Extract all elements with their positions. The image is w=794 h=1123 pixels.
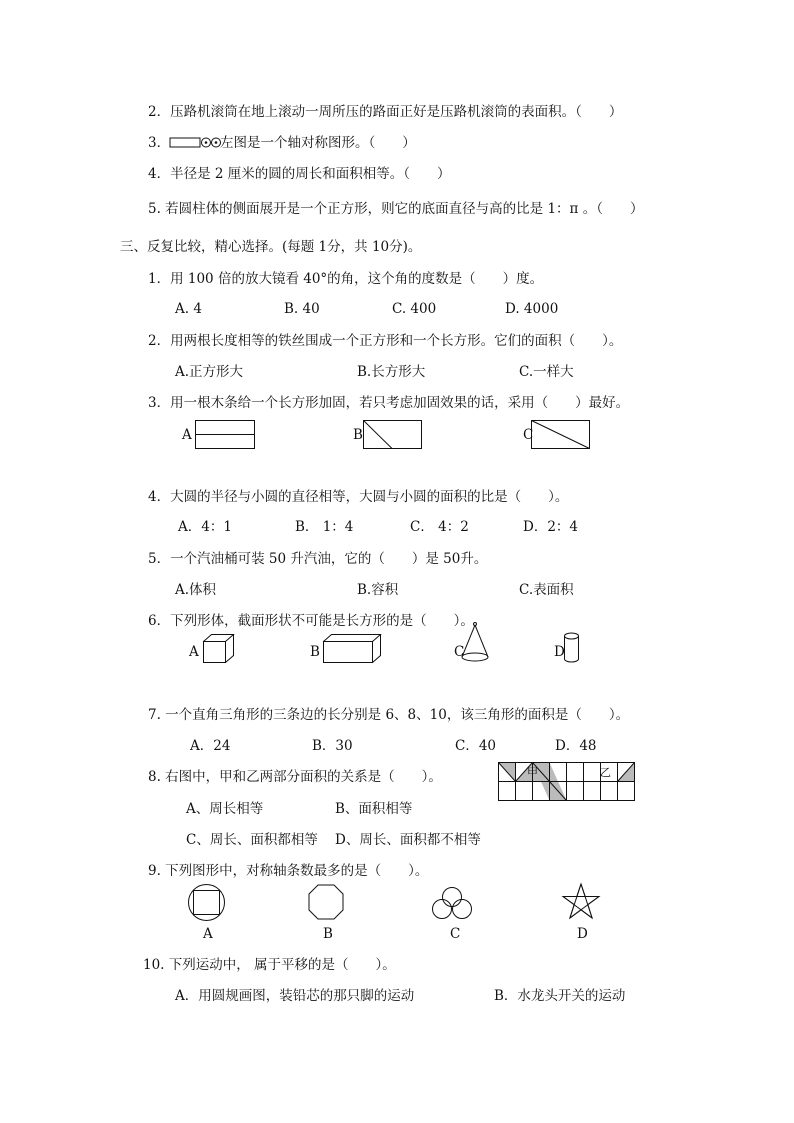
judge-q5: 5. 若圆柱体的侧面展开是一个正方形，则它的底面直径与高的比是 1：π 。（ ） [148,201,644,217]
judge-q3-figure [169,136,221,150]
choice-q2-option-c: C.一样大 [519,364,574,380]
choice-q7-option-c: C．40 [455,738,497,754]
choice-q3: 3．用一根木条给一个长方形加固，若只考虑加固效果的话，采用（ ）最好。 [148,395,630,411]
choice-q10-option-b: B．水龙头开关的运动 [494,988,626,1004]
choice-q8: 8. 右图中，甲和乙两部分面积的关系是（ ）。 [148,769,442,785]
cuboid-figure [323,634,383,664]
choice-q7: 7. 一个直角三角形的三条边的长分别是 6、8、10，该三角形的面积是（ ）。 [148,707,630,723]
three-circles-figure [431,887,477,921]
star-figure [562,883,602,923]
choice-q4-option-c: C． 4：2 [410,519,469,535]
choice-q8-option-a: A、周长相等 [186,801,264,817]
choice-q9-label-d: D [577,926,588,942]
section-3-heading: 三、反复比较，精心选择。(每题 1分，共 10分)。 [120,239,422,255]
choice-q4-option-a: A．4：1 [178,519,232,535]
judge-q4: 4．半径是 2 厘米的圆的周长和面积相等。（ ） [148,166,451,182]
choice-q2-option-a: A.正方形大 [175,364,244,380]
choice-q9-label-a: A [203,926,213,942]
choice-q4: 4．大圆的半径与小圆的直径相等，大圆与小圆的面积的比是（ ）。 [148,489,569,505]
choice-q2: 2．用两根长度相等的铁丝围成一个正方形和一个长方形。它们的面积（ ）。 [148,333,623,349]
rectangle-full-diagonal-brace-figure [531,420,593,452]
choice-q8-option-d: D、周长、面积都不相等 [335,832,481,848]
judge-q2: 2．压路机滚筒在地上滚动一周所压的路面正好是压路机滚筒的表面积。（ ） [148,104,623,120]
cylinder-figure [563,632,583,666]
choice-q4-option-d: D．2：4 [523,519,579,535]
choice-q5-option-a: A.体积 [175,582,217,598]
choice-q9-label-b: B [323,926,333,942]
grid-figure [498,762,638,802]
choice-q3-label-b: B [353,427,363,443]
choice-q1-option-d: D. 4000 [505,301,559,317]
choice-q10-option-a: A．用圆规画图，装铅芯的那只脚的运动 [175,988,415,1004]
choice-q3-label-a: A [182,427,192,443]
choice-q6-label-d: D [554,644,565,660]
choice-q7-option-a: A．24 [190,738,231,754]
grid-label-jia: 甲 [527,766,538,779]
choice-q7-option-b: B．30 [312,738,353,754]
judge-q3: 左图是一个轴对称图形。（ ） [220,135,416,151]
choice-q1-option-b: B. 40 [284,301,320,317]
rectangle-short-diagonal-brace-figure [363,420,425,452]
cube-figure [203,634,237,664]
choice-q6-label-a: A [189,644,199,660]
choice-q8-option-c: C、周长、面积都相等 [186,832,318,848]
choice-q5-option-b: B.容积 [357,582,399,598]
choice-q9: 9. 下列图形中，对称轴条数最多的是（ ）。 [148,863,429,879]
choice-q8-option-b: B、面积相等 [335,801,413,817]
choice-q4-option-b: B． 1：4 [295,519,354,535]
cone-figure [460,622,494,664]
choice-q3-label-c: C [523,427,534,443]
choice-q1: 1．用 100 倍的放大镜看 40°的角，这个角的度数是（ ）度。 [148,271,544,287]
choice-q5-option-c: C.表面积 [519,582,574,598]
choice-q2-option-b: B.长方形大 [357,364,426,380]
rectangle-horizontal-brace-figure [195,420,257,452]
choice-q9-label-c: C [450,926,461,942]
choice-q6: 6．下列形体，截面形状不可能是长方形的是（ ）。 [148,613,474,629]
judge-q3-number: 3． [148,135,171,151]
choice-q5: 5．一个汽油桶可装 50 升汽油，它的（ ）是 50升。 [148,551,488,567]
choice-q6-label-c: C [454,644,465,660]
choice-q7-option-d: D．48 [555,738,597,754]
square-in-circle-figure [187,884,229,924]
choice-q6-label-b: B [310,644,320,660]
octagon-figure [308,884,348,924]
choice-q1-option-c: C. 400 [392,301,437,317]
choice-q10: 10. 下列运动中， 属于平移的是（ ）。 [143,957,396,973]
grid-label-yi: 乙 [600,766,611,779]
choice-q1-option-a: A. 4 [175,301,202,317]
